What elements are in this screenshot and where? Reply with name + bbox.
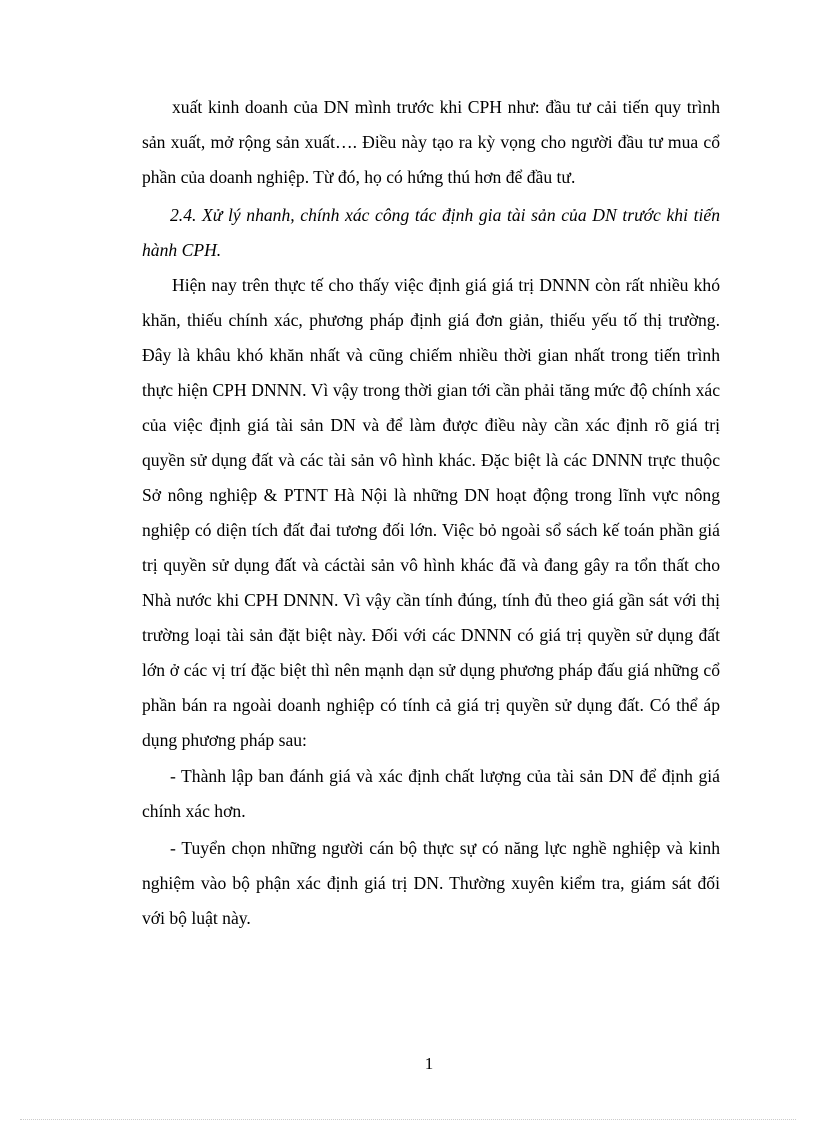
bullet-item: - Thành lập ban đánh giá và xác định chất lượng của tài sản DN để định giá chính xác hơn. [142,766,720,821]
page-number: 1 [424,1054,434,1073]
page-boundary-divider [20,1119,796,1120]
paragraph-continuation: xuất kinh doanh của DN mình trước khi CPH như: đầu tư cải tiến quy trình sản xuất, mở rộng sản xuất…. Điều này tạo ra kỳ vọng cho người đầu tư mua cổ phần của doanh nghiệp. Từ đó, họ có hứng thú hơn để đầu tư. [142,97,720,187]
paragraph-body: Hiện nay trên thực tế cho thấy việc định giá giá trị DNNN còn rất nhiều khó khăn, thiếu chính xác, phương pháp định giá đơn giản, thiếu yếu tố thị trường. Đây là khâu khó khăn nhất và cũng chiếm nhiều thời gian nhất trong tiến trình thực hiện CPH DNNN. Vì vậy trong thời gian tới cần phải tăng mức độ chính xác của việc định giá tài sản DN và để làm được điều này cần xác định rõ giá trị quyền sử dụng đất và các tài sản vô hình khác. Đặc biệt là các DNNN trực thuộc Sở nông nghiệp & PTNT Hà Nội là những DN hoạt động trong lĩnh vực nông nghiệp có diện tích đất đai tương đối lớn. Việc bỏ ngoài sổ sách kế toán phần giá trị quyền sử dụng đất và cáctài sản vô hình khác đã và đang gây ra tổn thất cho Nhà nước khi CPH DNNN. Vì vậy cần tính đúng, tính đủ theo giá gần sát với thị trường loại tài sản đặt biệt này. Đối với các DNNN có giá trị quyền sử dụng đất lớn ở các vị trí đặc biệt thì nên mạnh dạn sử dụng phương pháp đấu giá những cổ phần bán ra ngoài doanh nghiệp có tính cả giá trị quyền sử dụng đất. Có thể áp dụng phương pháp sau: [142,275,720,750]
section-heading: 2.4. Xử lý nhanh, chính xác công tác định gia tài sản của DN trước khi tiến hành CPH. [142,205,720,260]
bullet-item: - Tuyển chọn những người cán bộ thực sự có năng lực nghề nghiệp và kinh nghiệm vào bộ phận xác định giá trị DN. Thường xuyên kiểm tra, giám sát đối với bộ luật này. [142,838,720,928]
